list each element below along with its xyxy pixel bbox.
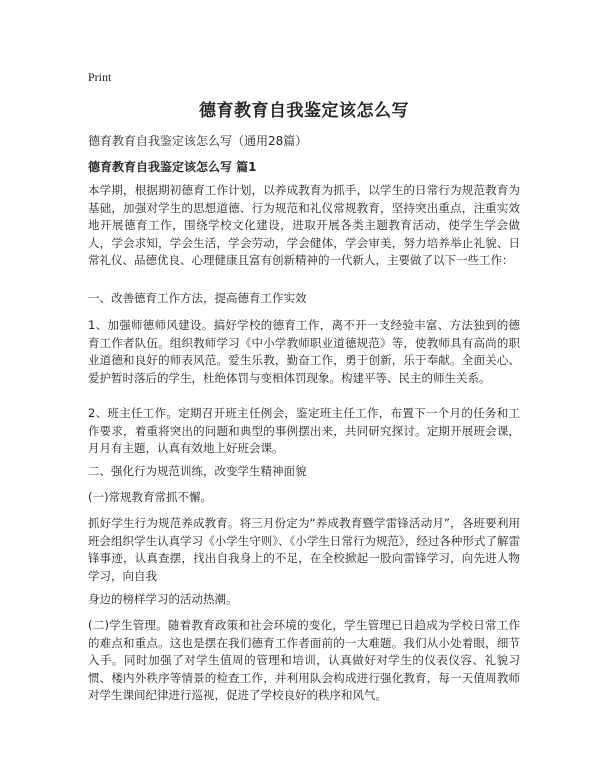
print-link[interactable]: Print: [88, 70, 112, 84]
page-title: 德育教育自我鉴定该怎么写: [199, 101, 409, 121]
paragraph-intro: 本学期，根据期初德育工作计划，以养成教育为抓手，以学生的日常行为规范教育为基础，加强对学生的思想道德、行为规范和礼仪常规教育，坚持突出重点，注重实效地开展德育工作，围绕学校文化建设，进取开展各类主题教育活动，使学生学会做人，学会求知，学会生活，学会劳动，学会健体，学会审美，努力培养举止礼貌、日常礼仪、品德优良、心理健康且富有创新精神的一代新人，主要做了以下一些工作：: [88, 183, 520, 267]
paragraph-behavior-norms: 抓好学生行为规范养成教育。将三月份定为“养成教育暨学雷锋活动月”，各班要利用班会组织学生认真学习《小学生守则》、《小学生日常行为规范》，经过各种形式了解雷锋事迹，认真查摆，找出自我身上的不足，在全校掀起一股向雷锋学习，向先进人物学习，向自我: [88, 516, 520, 583]
paragraph-routine-education: (一)常规教育常抓不懈。: [88, 490, 212, 504]
paragraph-heading-one: 一、改善德育工作方法，提高德育工作实效: [88, 291, 307, 305]
document-subtitle: 德育教育自我鉴定该怎么写（通用28篇）: [88, 134, 308, 148]
paragraph-heading-two: 二、强化行为规范训练，改变学生精神面貌: [88, 464, 307, 478]
paragraph-teacher-ethics: 1、加强师德师风建设。搞好学校的德育工作，离不开一支经验丰富、方法独到的德育工作者队伍。组织教师学习《中小学教师职业道德规范》等，使教师具有高尚的职业道德和良好的师表风范。爱生乐教，勤奋工作，勇于创新，乐于奉献。全面关心、爱护暂时落后的学生，杜绝体罚与变相体罚现象。构建平等、民主的师生关系。: [88, 318, 520, 385]
paragraph-student-management: (二)学生管理。随着教育政策和社会环境的变化，学生管理已日趋成为学校日常工作的难点和重点。这也是摆在我们德育工作者面前的一大难题。我们从小处着眼，细节入手。同时加强了对学生值周的管理和培训，认真做好对学生的仪表仪容、礼貌习惯、楼内外秩序等情景的检查工作，并利用队会构成进行强化教育，每一天值周教师对学生课间纪律进行巡视，促进了学校良好的秩序和风气。: [88, 618, 520, 702]
section-heading: 德育教育自我鉴定该怎么写 篇1: [88, 160, 257, 174]
paragraph-role-model: 身边的榜样学习的活动热潮。: [88, 592, 238, 606]
paragraph-class-teacher: 2、班主任工作。定期召开班主任例会，鉴定班主任工作，布置下一个月的任务和工作要求，着重将突出的问题和典型的事例摆出来，共同研究探讨。定期开展班会课，月月有主题，认真有效地上好班会课。: [88, 406, 520, 455]
